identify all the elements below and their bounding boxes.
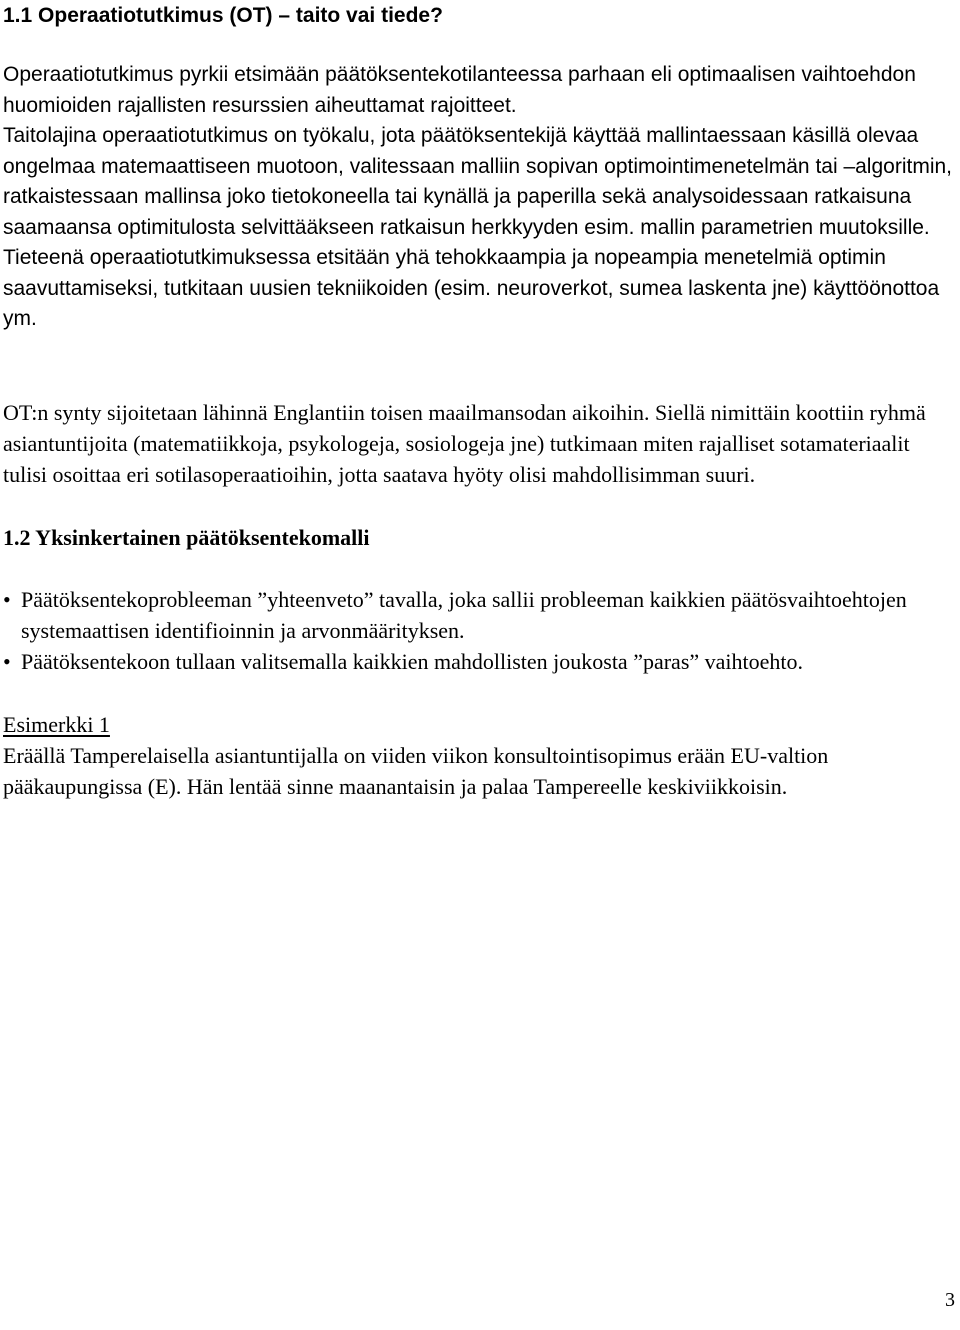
- section-heading-1-2: 1.2 Yksinkertainen päätöksentekomalli: [3, 524, 370, 550]
- skill-paragraph: Taitolajina operaatiotutkimus on työkalu, jota päätöksentekijä käyttää mallintaessaan käsillä olevaa ongelmaa matemaattiseen muotoon, valitessaan malliin sopivan optimointimenetelmän tai –algoritmin, ratkaistessaan mallinsa joko tietokoneella tai kynällä ja paperilla sekä analysoidessaan ratkaisuna saamaansa optimitulosta selvittääkseen ratkaisun herkkyyden esim. mallin parametrien muutoksille.: [3, 124, 952, 239]
- decision-model-list: [3, 584, 953, 677]
- history-block: [3, 397, 953, 490]
- section-heading-1-1: 1.1 Operaatiotutkimus (OT) – taito vai tiede?: [3, 4, 443, 27]
- intro-text-block: [3, 60, 953, 335]
- bullet-icon: •: [3, 586, 11, 612]
- example-block: [3, 709, 953, 802]
- document-page: [3, 0, 953, 802]
- example-text: Eräällä Tamperelaisella asiantuntijalla on viiden viikon konsultointisopimus erään EU-valtion pääkaupungissa (E). Hän lentää sinne maanantaisin ja palaa Tampereelle keskiviikkoisin.: [3, 742, 829, 799]
- list-item: [3, 584, 953, 646]
- list-item-text: Päätöksentekoon tullaan valitsemalla kaikkien mahdollisten joukosta ”paras” vaihtoehto.: [21, 648, 804, 674]
- history-paragraph: OT:n synty sijoitetaan lähinnä Englantiin toisen maailmansodan aikoihin. Siellä nimittäin koottiin ryhmä asiantuntijoita (matematiikkoja, psykologeja, sosiologeja jne) tutkimaan miten rajalliset sotamateriaalit tulisi osoittaa eri sotilasoperaatioihin, jotta saatava hyöty olisi mahdollisimman suuri.: [3, 399, 926, 487]
- science-paragraph: Tieteenä operaatiotutkimuksessa etsitään yhä tehokkaampia ja nopeampia menetelmiä optimin saavuttamiseksi, tutkitaan uusien tekniikoiden (esim. neuroverkot, sumea laskenta jne) käyttöönottoa ym.: [3, 246, 940, 330]
- list-item-text: Päätöksentekoprobleeman ”yhteenveto” tavalla, joka sallii probleeman kaikkien päätösvaihtoehtojen systemaattisen identifioinnin ja arvonmäärityksen.: [21, 586, 907, 643]
- page-number: 3: [945, 1289, 955, 1311]
- example-title: Esimerkki 1: [3, 711, 110, 737]
- bullet-icon: •: [3, 648, 11, 674]
- definition-paragraph: Operaatiotutkimus pyrkii etsimään päätöksentekotilanteessa parhaan eli optimaalisen vaihtoehdon huomioiden rajallisten resurssien aiheuttamat rajoitteet.: [3, 63, 916, 117]
- list-item: [3, 646, 953, 677]
